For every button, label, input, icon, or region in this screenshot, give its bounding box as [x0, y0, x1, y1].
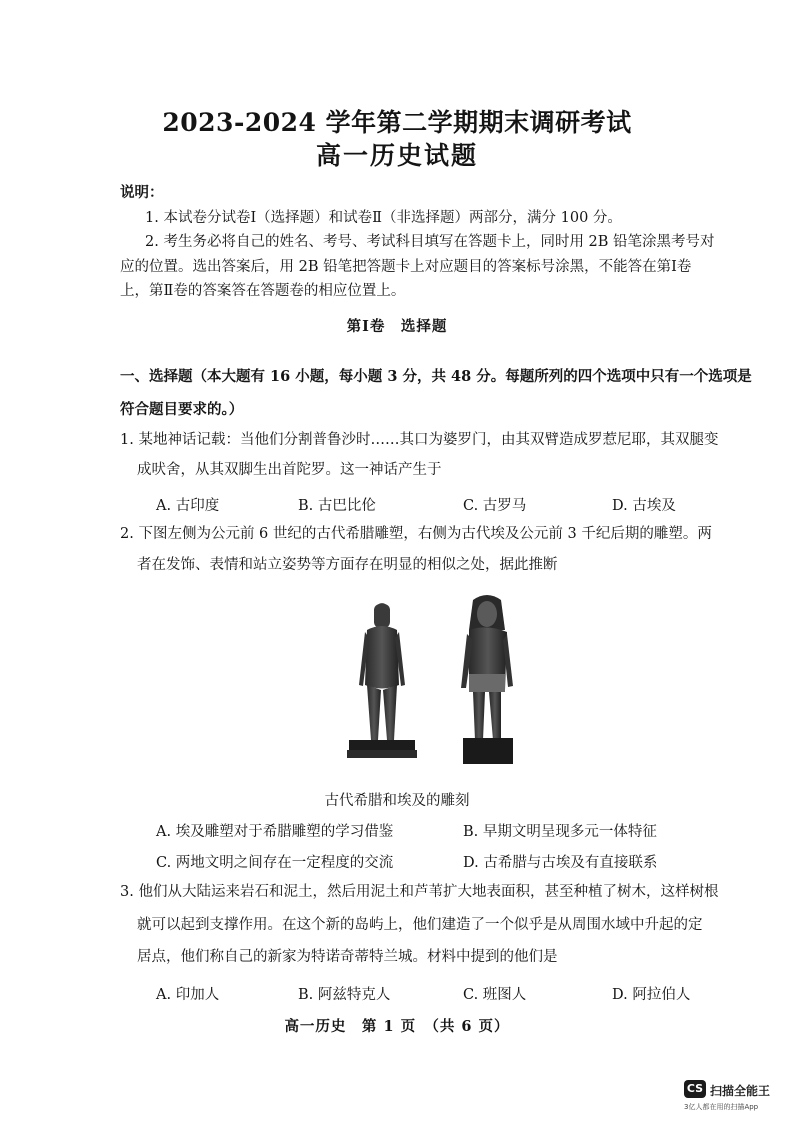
exam-subtitle: 高一历史试题 [315, 141, 478, 170]
notes-label: 说明： [120, 184, 164, 201]
q2-line-1: 2. 下图左侧为公元前 6 世纪的古代希腊雕塑，右侧为古代埃及公元前 3 千纪后期的雕塑。两 [120, 526, 712, 542]
sculptures-image [345, 590, 535, 776]
camscanner-name: 扫描全能王 [710, 1084, 771, 1098]
q2-option-b: B. 早期文明呈现多元一体特征 [463, 824, 657, 840]
q3-option-a: A. 印加人 [156, 987, 220, 1003]
egyptian-statue-sculpture [461, 595, 513, 764]
greek-kouros-sculpture [347, 603, 417, 758]
q2-option-a: A. 埃及雕塑对于希腊雕塑的学习借鉴 [156, 824, 394, 840]
q1-option-d: D. 古埃及 [612, 498, 676, 514]
q3-line-1: 3. 他们从大陆运来岩石和泥土，然后用泥土和芦苇扩大地表面积，甚至种植了树木，这样树根 [120, 884, 719, 900]
exam-title: 2023-2024 学年第二学期期末调研考试 [162, 108, 632, 137]
camscanner-logo-icon: CS [684, 1080, 706, 1098]
q1-line-2: 成吠舍，从其双脚生出首陀罗。这一神话产生于 [137, 462, 442, 478]
q2-option-c: C. 两地文明之间存在一定程度的交流 [156, 855, 394, 871]
q3-line-2: 就可以起到支撑作用。在这个新的岛屿上，他们建造了一个似乎是从周围水域中升起的定 [137, 917, 703, 933]
camscanner-tagline: 3亿人都在用的扫描App [684, 1103, 759, 1111]
q2-option-d: D. 古希腊与古埃及有直接联系 [463, 855, 658, 871]
q3-option-b: B. 阿兹特克人 [298, 987, 391, 1003]
q2-line-2: 者在发饰、表情和站立姿势等方面存在明显的相似之处，据此推断 [137, 557, 558, 573]
q1-line-1: 1. 某地神话记载：当他们分割普鲁沙时……其口为婆罗门，由其双臂造成罗惹尼耶，其双腿变 [120, 432, 719, 448]
q1-option-b: B. 古巴比伦 [298, 498, 376, 514]
notes-line-2a: 2. 考生务必将自己的姓名、考号、考试科目填写在答题卡上，同时用 2B 铅笔涂黑考号对 [145, 234, 715, 250]
q3-option-d: D. 阿拉伯人 [612, 987, 691, 1003]
notes-line-2c: 上，第Ⅱ卷的答案答在答题卷的相应位置上。 [120, 283, 406, 299]
q3-option-c: C. 班图人 [463, 987, 527, 1003]
section-heading: 第Ⅰ卷 选择题 [346, 318, 448, 335]
q1-option-a: A. 古印度 [156, 498, 220, 514]
q1-option-c: C. 古罗马 [463, 498, 527, 514]
figure-caption: 古代希腊和埃及的雕刻 [324, 793, 470, 809]
page-footer: 高一历史 第 1 页 （共 6 页） [284, 1018, 510, 1035]
section-intro-a: 一、选择题（本大题有 16 小题，每小题 3 分，共 48 分。每题所列的四个选项中只有一个选项是 [120, 368, 752, 385]
notes-line-1: 1. 本试卷分试卷Ⅰ（选择题）和试卷Ⅱ（非选择题）两部分，满分 100 分。 [145, 210, 622, 226]
notes-line-2b: 应的位置。选出答案后，用 2B 铅笔把答题卡上对应题目的答案标号涂黑，不能答在第Ⅰ卷 [120, 259, 692, 275]
section-intro-b: 符合题目要求的。） [120, 401, 244, 418]
q3-line-3: 居点，他们称自己的新家为特诺奇蒂特兰城。材料中提到的他们是 [137, 949, 558, 965]
